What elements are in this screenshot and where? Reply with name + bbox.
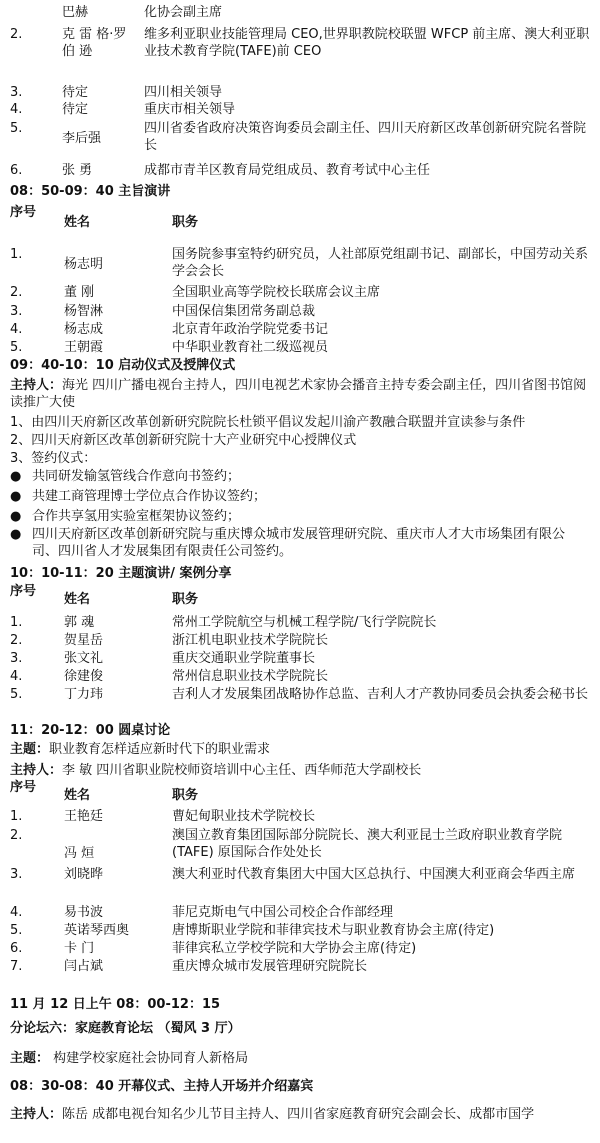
bullet-text: 合作共享氢用实验室框架协议签约； (32, 509, 241, 524)
row-number: 4. (10, 669, 23, 684)
person-role: 成都市青羊区教育局党组成员、教育考试中心主任 (144, 163, 431, 178)
row-number: 1. (10, 809, 23, 824)
col-header-role: 职务 (172, 788, 199, 803)
row-number: 3. (10, 651, 23, 666)
section-heading: 11：20-12：00 圆桌讨论 (10, 723, 171, 738)
person-role: 四川相关领导 (144, 85, 223, 100)
person-role: 重庆交通职业学院董事长 (172, 651, 316, 666)
person-name: 贺星岳 (64, 633, 104, 648)
person-name: 巴赫 (62, 5, 89, 20)
person-role: 浙江机电职业技术学院院长 (172, 633, 329, 648)
person-name: 待定 (62, 102, 89, 117)
row-number: 2. (10, 285, 23, 300)
row-number: 4. (10, 322, 23, 337)
bullet-icon: ● (10, 489, 22, 504)
person-role: 常州信息职业技术学院院长 (172, 669, 329, 684)
theme-line (10, 1050, 590, 1067)
col-header-name: 姓名 (64, 788, 91, 803)
theme-line (10, 741, 590, 758)
person-name: 卡 门 (64, 941, 95, 956)
person-role: 四川省委省政府决策咨询委员会副主任、四川天府新区改革创新研究院名誉院长 (144, 121, 587, 153)
bullet-text: 共同研发输氢管线合作意向书签约； (32, 469, 241, 484)
person-name: 王朝霞 (64, 340, 104, 355)
person-role: 维多利亚职业技能管理局 CEO,世界职教院校联盟 WFCP 前主席、澳大利亚职业技术教育学院(TAFE)前 CEO (144, 27, 590, 59)
theme-text: 构建学校家庭社会协同育人新格局 (53, 1051, 249, 1066)
person-role: 重庆博众城市发展管理研究院院长 (172, 959, 368, 974)
row-number: 2. (10, 828, 23, 843)
agenda-item: 3、签约仪式： (10, 451, 97, 466)
row-number: 2. (10, 27, 23, 42)
person-role: 中国保信集团常务副总裁 (172, 304, 316, 319)
person-role: 化协会副主席 (144, 5, 223, 20)
person-role: 澳大利亚时代教育集团大中国大区总执行、中国澳大利亚商会华西主席 (172, 867, 576, 882)
person-name: 克 雷 格·罗伯 逊 (62, 27, 127, 59)
bullet-text: 四川天府新区改革创新研究院与重庆博众城市发展管理研究院、重庆市人才大市场集团有限公司、四川省人才发展集团有限责任公司签约。 (32, 527, 566, 559)
person-name: 李后强 (62, 131, 102, 146)
bullet-icon: ● (10, 527, 22, 542)
person-name: 杨志明 (64, 257, 104, 272)
person-name: 董 刚 (64, 285, 95, 300)
col-header-name: 姓名 (64, 592, 91, 607)
person-name: 刘晓晔 (64, 867, 104, 882)
person-name: 郭 魂 (64, 615, 95, 630)
row-number: 3. (10, 85, 23, 100)
person-name: 丁力玮 (64, 687, 104, 702)
person-role: 常州工学院航空与机械工程学院/飞行学院院长 (172, 615, 437, 630)
row-number: 3. (10, 304, 23, 319)
person-name: 张 勇 (62, 163, 93, 178)
person-name: 杨智淋 (64, 304, 104, 319)
person-role: 中华职业教育社二级巡视员 (172, 340, 329, 355)
row-number: 5. (10, 687, 23, 702)
row-number: 7. (10, 959, 23, 974)
person-role: 北京青年政治学院党委书记 (172, 322, 329, 337)
person-name: 易书波 (64, 905, 104, 920)
row-number: 5. (10, 340, 23, 355)
col-header-num: 序号 (10, 780, 37, 795)
row-number: 3. (10, 867, 23, 882)
section-heading: 08：30-08：40 开幕仪式、主持人开场并介绍嘉宾 (10, 1079, 314, 1094)
theme-label: 主题： (10, 742, 50, 757)
session-date: 11 月 12 日上午 08：00-12：15 (10, 997, 221, 1012)
person-name: 王艳廷 (64, 809, 104, 824)
col-header-num: 序号 (10, 205, 37, 220)
person-role: 国务院参事室特约研究员，人社部原党组副书记、副部长，中国劳动关系学会会长 (172, 247, 589, 279)
person-name: 张文礼 (64, 651, 104, 666)
person-name: 英诺琴西奥 (64, 923, 130, 938)
person-role: 全国职业高等学院校长联席会议主席 (172, 285, 381, 300)
bullet-text: 共建工商管理博士学位点合作协议签约； (32, 489, 267, 504)
person-role: 菲律宾私立学校学院和大学协会主席(待定) (172, 941, 417, 956)
host-label: 主持人： (10, 763, 63, 778)
bullet-icon: ● (10, 509, 22, 524)
row-number: 6. (10, 941, 23, 956)
theme-label: 主题： (10, 1051, 50, 1066)
person-name: 冯 烜 (64, 846, 95, 861)
row-number: 6. (10, 163, 23, 178)
host-line (10, 1106, 590, 1123)
host-text: 陈岳 成都电视台知名少儿节目主持人、四川省家庭教育研究会副会长、成都市国学 (62, 1107, 535, 1122)
person-role: 吉利人才发展集团战略协作总监、吉利人才产教协同委员会执委会秘书长 (172, 687, 589, 702)
host-line (10, 377, 590, 411)
person-role: 菲尼克斯电气中国公司校企合作部经理 (172, 905, 394, 920)
host-line (10, 762, 590, 779)
row-number: 5. (10, 121, 23, 136)
host-label: 主持人： (10, 378, 63, 393)
person-name: 待定 (62, 85, 89, 100)
col-header-role: 职务 (172, 592, 199, 607)
section-heading: 09：40-10：10 启动仪式及授牌仪式 (10, 358, 236, 373)
host-label: 主持人： (10, 1107, 63, 1122)
person-role: 重庆市相关领导 (144, 102, 236, 117)
person-role: 澳国立教育集团国际部分院院长、澳大利亚昆士兰政府职业教育学院 (TAFE) 原国际合作处处长 (172, 828, 563, 860)
row-number: 1. (10, 615, 23, 630)
row-number: 1. (10, 247, 23, 262)
person-name: 闫占斌 (64, 959, 104, 974)
row-number: 5. (10, 923, 23, 938)
host-text: 海光 四川广播电视台主持人，四川电视艺术家协会播音主持专委会副主任，四川省图书馆阅读推广大使 (10, 378, 587, 410)
person-name: 杨志成 (64, 322, 104, 337)
forum-title: 分论坛六：家庭教育论坛 （蜀风 3 厅） (10, 1021, 241, 1036)
section-heading: 10：10-11：20 主题演讲/ 案例分享 (10, 566, 232, 581)
col-header-role: 职务 (172, 215, 199, 230)
col-header-num: 序号 (10, 584, 37, 599)
agenda-item: 2、四川天府新区改革创新研究院十大产业研究中心授牌仪式 (10, 433, 357, 448)
theme-text: 职业教育怎样适应新时代下的职业需求 (49, 742, 271, 757)
col-header-name: 姓名 (64, 215, 91, 230)
person-role: 曹妃甸职业技术学院校长 (172, 809, 316, 824)
row-number: 4. (10, 905, 23, 920)
host-text: 李 敏 四川省职业院校师资培训中心主任、西华师范大学副校长 (62, 763, 422, 778)
agenda-item: 1、由四川天府新区改革创新研究院院长杜锁平倡议发起川渝产教融合联盟并宣读参与条件 (10, 415, 526, 430)
section-heading: 08：50-09：40 主旨演讲 (10, 184, 171, 199)
row-number: 4. (10, 102, 23, 117)
person-name: 徐建俊 (64, 669, 104, 684)
bullet-icon: ● (10, 469, 22, 484)
person-role: 唐博斯职业学院和菲律宾技术与职业教育协会主席(待定) (172, 923, 495, 938)
row-number: 2. (10, 633, 23, 648)
